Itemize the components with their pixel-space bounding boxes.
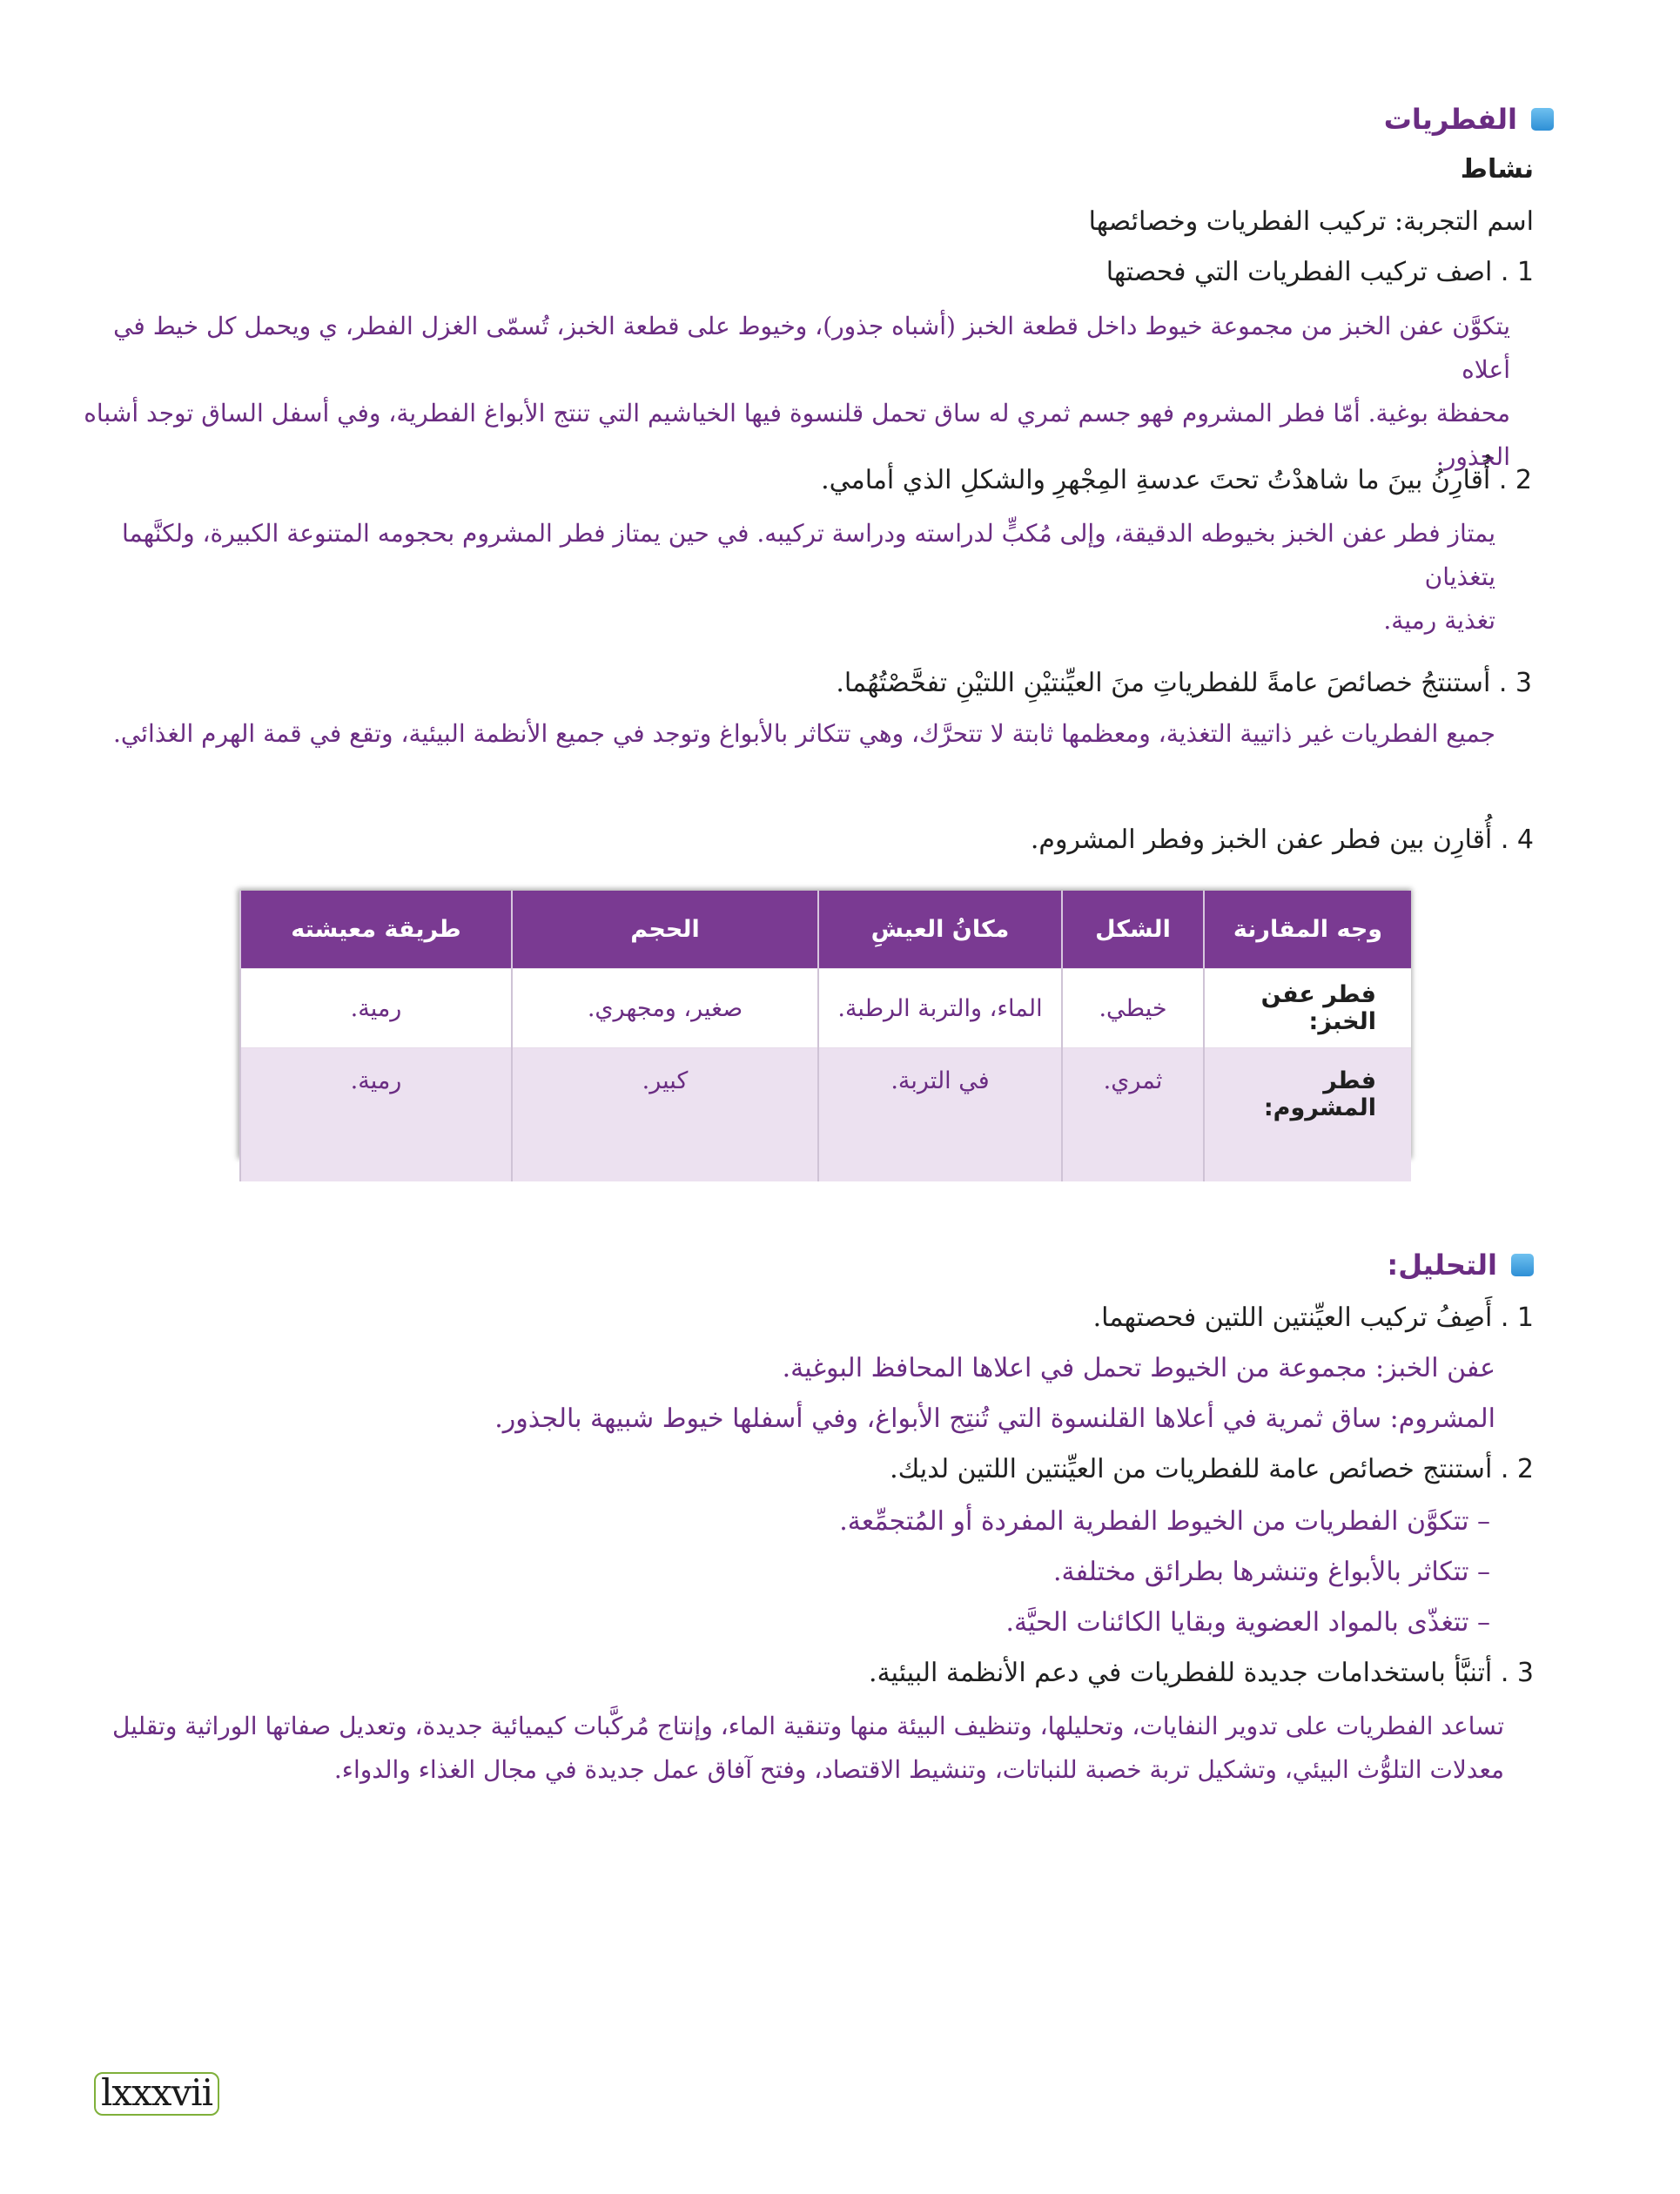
question-4 — [1031, 823, 1534, 858]
square-bullet-icon — [1531, 108, 1554, 131]
question-text: أَصِفُ تركيب العيِّنتين اللتين فحصتهما. — [1092, 1302, 1493, 1333]
question-text: أستنتجُ خصائصَ عامةً للفطرياتِ منَ العيِّنتيْنِ اللتيْنِ تفحَّصْتُهُما. — [836, 668, 1491, 698]
question-number: 1 . — [1500, 1302, 1534, 1333]
square-bullet-icon — [1511, 1254, 1534, 1276]
bullet-item: – تتكاثر بالأبواغ وتنشرها بطرائق مختلفة. — [1053, 1557, 1490, 1587]
answer-line: تساعد الفطريات على تدوير النفايات، وتحليلها، وتنظيف البيئة منها وتنقية الماء، وإنتاج مُركَّبات كيميائية جديدة، وتعديل صفاتها الوراثية وتقليل — [111, 1712, 1504, 1740]
comparison-table — [239, 891, 1410, 1157]
section-heading-analysis — [1387, 1248, 1534, 1282]
table-row-header: فطر عفن الخبز: — [1204, 969, 1411, 1048]
analysis-question-1 — [1093, 1301, 1534, 1336]
answer-line: تغذية رمية. — [1383, 606, 1495, 635]
answer-line: يتكوَّن عفن الخبز من مجموعة خيوط داخل قطعة الخبز (أشباه جذور)، وخيوط على قطعة الخبز، تُسمّى الغزل الفطر، ي ويحمل كل خيط في أعلاه — [113, 312, 1510, 384]
answer-line: يمتاز فطر عفن الخبز بخيوطه الدقيقة، وإلى مُكبٍّ لدراسته ودراسة تركيبه. في حين يمتاز فطر المشروم بحجومه المتنوعة الكبيرة، ولكنَّهما يتغذيان — [122, 519, 1495, 591]
table-cell: رمية. — [240, 969, 512, 1048]
question-number: 2 . — [1498, 465, 1532, 495]
activity-label: نشاط — [1460, 154, 1534, 185]
analysis-answer-line: المشروم: ساق ثمرية في أعلاها القلنسوة التي تُنتِج الأبواغ، وفي أسفلها خيوط شبيهة بالجذور. — [494, 1403, 1495, 1434]
answer-2 — [50, 512, 1495, 643]
page-number: lxxxvii — [94, 2072, 219, 2116]
section-heading-fungi — [1384, 103, 1554, 136]
analysis-question-3 — [869, 1656, 1534, 1691]
question-number: 4 . — [1500, 824, 1534, 855]
table-header-cell: مكانُ العيشِ — [818, 891, 1062, 969]
question-number: 3 . — [1500, 1658, 1534, 1688]
table-cell: صغير، ومجهري. — [512, 969, 818, 1048]
question-text: اصف تركيب الفطريات التي فحصتها — [1105, 257, 1493, 287]
bullet-item: – تتكوَّن الفطريات من الخيوط الفطرية المفردة أو المُتجمِّعة. — [839, 1506, 1490, 1537]
analysis-answer-line: عفن الخبز: مجموعة من الخيوط تحمل في اعلاها المحافظ البوغية. — [782, 1353, 1495, 1383]
answer-3 — [50, 712, 1495, 756]
table-header-cell: وجه المقارنة — [1204, 891, 1411, 969]
section-title: التحليل: — [1387, 1248, 1497, 1282]
question-text: أستنتج خصائص عامة للفطريات من العيِّنتين اللتين لديك. — [890, 1454, 1493, 1484]
answer-line: جميع الفطريات غير ذاتيية التغذية، ومعظمها ثابتة لا تتحرَّك، وهي تتكاثر بالأبواغ وتوجد في جميع الأنظمة البيئية، وتقع في قمة الهرم الغذائي. — [112, 719, 1495, 748]
table-cell: الماء، والتربة الرطبة. — [818, 969, 1062, 1048]
bullet-item: – تتغذّى بالمواد العضوية وبقايا الكائنات الحيَّة. — [1005, 1607, 1490, 1638]
question-number: 1 . — [1500, 257, 1534, 287]
answer-line: معدلات التلوُّث البيئي، وتشكيل تربة خصبة للنباتات، وتنشيط الاقتصاد، وفتح آفاق عمل جديدة في مجال الغذاء والدواء. — [333, 1755, 1504, 1784]
question-number: 3 . — [1498, 668, 1532, 698]
question-text: أُقارِن بين فطر عفن الخبز وفطر المشروم. — [1030, 824, 1493, 855]
table-row-header: فطر المشروم: — [1204, 1048, 1411, 1182]
table-header-row — [240, 891, 1411, 969]
table-cell: خيطي. — [1062, 969, 1204, 1048]
table-cell: في التربة. — [818, 1048, 1062, 1182]
question-2 — [821, 463, 1532, 498]
table-cell: رمية. — [240, 1048, 512, 1182]
table-header-cell: طريقة معيشته — [240, 891, 512, 969]
table-row — [240, 969, 1411, 1048]
question-text: أتنبَّأ باستخدامات جديدة للفطريات في دعم الأنظمة البيئية. — [869, 1658, 1493, 1688]
table-header-cell: الحجم — [512, 891, 818, 969]
table-header-cell: الشكل — [1062, 891, 1204, 969]
answer-line: محفظة بوغية. أمّا فطر المشروم فهو جسم ثمري له ساق تحمل قلنسوة فيها الخياشيم التي تنتج الأبواغ الفطرية، وفي أسفل الساق توجد أشباه الجذور. — [84, 399, 1510, 471]
table-row — [240, 1048, 1411, 1182]
question-number: 2 . — [1500, 1454, 1534, 1484]
question-3 — [836, 666, 1532, 701]
question-text: أُقارِنُ بينَ ما شاهدْتُ تحتَ عدسةِ المِجْهرِ والشكلِ الذي أمامي. — [821, 465, 1491, 495]
table-cell: كبير. — [512, 1048, 818, 1182]
table-cell: ثمري. — [1062, 1048, 1204, 1182]
question-1 — [1106, 255, 1534, 290]
answer-1 — [65, 305, 1510, 479]
experiment-name: اسم التجربة: تركيب الفطريات وخصائصها — [1088, 206, 1534, 237]
analysis-answer-3 — [59, 1705, 1504, 1792]
analysis-question-2 — [890, 1452, 1534, 1487]
section-title: الفطريات — [1383, 103, 1517, 136]
